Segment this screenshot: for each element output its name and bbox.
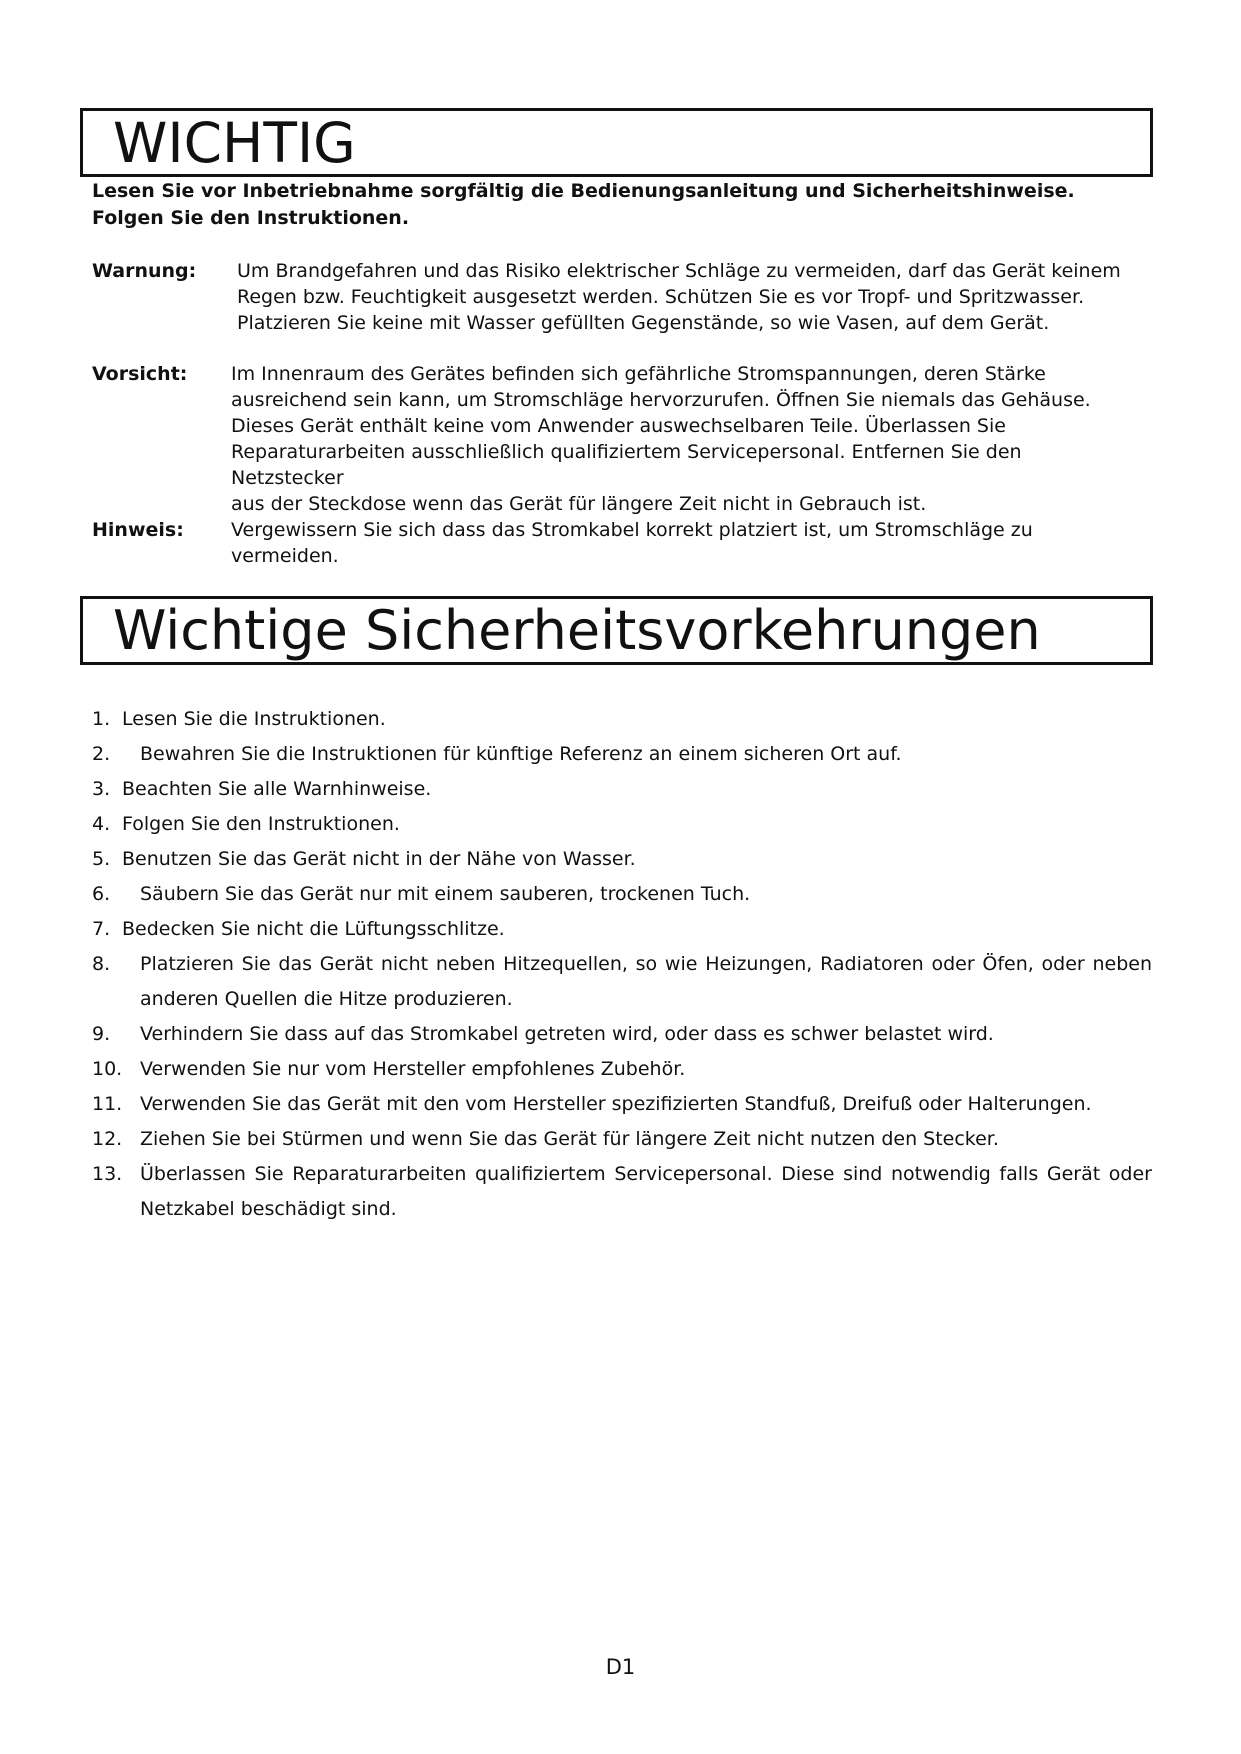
item-text: Überlassen Sie Reparaturarbeiten qualifiziertem Servicepersonal. Diese sind notwendig falls Gerät oder Netzkabel beschädigt sind. — [140, 1163, 1152, 1220]
caution-line: Reparaturarbeiten ausschließlich qualifiziertem Servicepersonal. Entfernen Sie den Netzstecker — [231, 441, 1022, 489]
item-number: 3. — [92, 778, 111, 800]
item-text: Lesen Sie die Instruktionen. — [122, 708, 386, 730]
item-number: 9. — [92, 1023, 111, 1045]
item-number: 2. — [92, 743, 111, 765]
intro-text — [92, 178, 1172, 232]
intro-line: Folgen Sie den Instruktionen. — [92, 207, 410, 229]
list-item — [92, 737, 1152, 772]
important-title: WICHTIG — [113, 111, 356, 175]
item-number: 4. — [92, 813, 111, 835]
item-text: Ziehen Sie bei Stürmen und wenn Sie das Gerät für längere Zeit nicht nutzen den Stecker. — [140, 1128, 999, 1150]
warning-line: Platzieren Sie keine mit Wasser gefüllten Gegenstände, so wie Vasen, auf dem Gerät. — [237, 312, 1050, 334]
list-item — [92, 1087, 1152, 1122]
item-text: Verwenden Sie das Gerät mit den vom Hersteller spezifizierten Standfuß, Dreifuß oder Halterungen. — [140, 1093, 1092, 1115]
item-text: Beachten Sie alle Warnhinweise. — [122, 778, 432, 800]
item-number: 12. — [92, 1128, 123, 1150]
page-number: D1 — [605, 1655, 636, 1679]
list-item — [92, 947, 1152, 1017]
list-item — [92, 912, 1152, 947]
caution-line: ausreichend sein kann, um Stromschläge hervorzurufen. Öffnen Sie niemals das Gehäuse. — [231, 389, 1091, 411]
item-number: 11. — [92, 1093, 123, 1115]
item-number: 6. — [92, 883, 111, 905]
caution-line: Im Innenraum des Gerätes befinden sich gefährliche Stromspannungen, deren Stärke — [231, 363, 1046, 385]
caution-line: aus der Steckdose wenn das Gerät für längere Zeit nicht in Gebrauch ist. — [231, 493, 927, 515]
warning-line: Um Brandgefahren und das Risiko elektrischer Schläge zu vermeiden, darf das Gerät keinem — [237, 260, 1121, 282]
list-item — [92, 1017, 1152, 1052]
intro-line: Lesen Sie vor Inbetriebnahme sorgfältig die Bedienungsanleitung und Sicherheitshinweise. — [92, 180, 1075, 202]
item-number: 8. — [92, 953, 111, 975]
caution-line: Dieses Gerät enthält keine vom Anwender auswechselbaren Teile. Überlassen Sie — [231, 415, 1006, 437]
list-item — [92, 1122, 1152, 1157]
safety-instructions-list — [92, 702, 1152, 1227]
item-number: 10. — [92, 1058, 123, 1080]
item-text: Platzieren Sie das Gerät nicht neben Hitzequellen, so wie Heizungen, Radiatoren oder Öfen, oder neben anderen Quellen die Hitze produzieren. — [140, 953, 1152, 1010]
item-text: Säubern Sie das Gerät nur mit einem sauberen, trockenen Tuch. — [140, 883, 751, 905]
item-number: 7. — [92, 918, 111, 940]
item-text: Benutzen Sie das Gerät nicht in der Nähe von Wasser. — [122, 848, 636, 870]
warning-text — [237, 258, 1137, 336]
item-number: 1. — [92, 708, 111, 730]
list-item — [92, 877, 1152, 912]
list-item — [92, 772, 1152, 807]
safety-title-box — [80, 596, 1153, 665]
warning-line: Regen bzw. Feuchtigkeit ausgesetzt werden. Schützen Sie es vor Tropf- und Spritzwasser. — [237, 286, 1085, 308]
item-text: Folgen Sie den Instruktionen. — [122, 813, 400, 835]
list-item — [92, 807, 1152, 842]
warning-label: Warnung: — [92, 260, 197, 282]
item-text: Bewahren Sie die Instruktionen für künftige Referenz an einem sicheren Ort auf. — [140, 743, 902, 765]
item-text: Verwenden Sie nur vom Hersteller empfohlenes Zubehör. — [140, 1058, 686, 1080]
important-title-box — [80, 108, 1153, 177]
list-item — [92, 842, 1152, 877]
hint-line: Vergewissern Sie sich dass das Stromkabel korrekt platziert ist, um Stromschläge zu vermeiden. — [231, 519, 1033, 567]
hint-label: Hinweis: — [92, 519, 184, 541]
item-text: Bedecken Sie nicht die Lüftungsschlitze. — [122, 918, 505, 940]
hint-text — [231, 517, 1131, 569]
list-item — [92, 1052, 1152, 1087]
safety-title: Wichtige Sicherheitsvorkehrungen — [113, 599, 1041, 662]
list-item — [92, 1157, 1152, 1227]
item-number: 13. — [92, 1163, 123, 1185]
list-item — [92, 702, 1152, 737]
item-number: 5. — [92, 848, 111, 870]
caution-text — [231, 361, 1131, 517]
caution-label: Vorsicht: — [92, 363, 188, 385]
item-text: Verhindern Sie dass auf das Stromkabel getreten wird, oder dass es schwer belastet wird. — [140, 1023, 994, 1045]
